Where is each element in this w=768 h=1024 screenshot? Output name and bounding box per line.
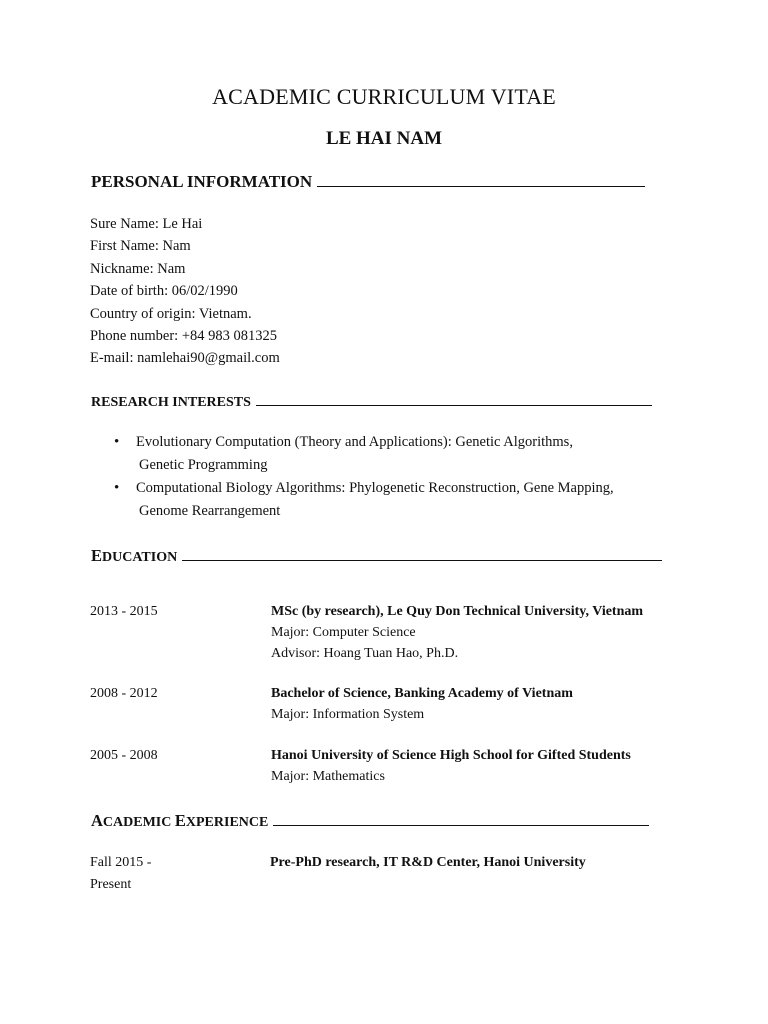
- nickname-line: Nickname: Nam: [90, 260, 186, 277]
- entry-detail: Major: Mathematics: [271, 769, 385, 784]
- entry-detail: Major: Information System: [271, 707, 425, 722]
- country-line: Country of origin: Vietnam.: [90, 305, 252, 322]
- list-item-line: Genetic Programming: [139, 457, 268, 473]
- entry-date: 2013 - 2015: [90, 604, 158, 619]
- entry-date-line: Present: [90, 877, 132, 892]
- heading-underline-rule: [273, 810, 649, 826]
- heading-rest: DUCATION: [102, 550, 178, 565]
- heading-underline-rule: [317, 170, 645, 187]
- section-heading-academic-experience: [91, 810, 649, 831]
- personal-info-list: [90, 213, 280, 370]
- person-name: LE HAI NAM: [325, 128, 443, 149]
- date-of-birth-line: Date of birth: 06/02/1990: [90, 283, 238, 300]
- section-heading-research-label: RESEARCH INTERESTS: [91, 395, 251, 410]
- list-item-line: Computational Biology Algorithms: Phylogenetic Reconstruction, Gene Mapping,: [136, 480, 614, 496]
- list-item-line: Genome Rearrangement: [139, 503, 281, 519]
- first-name-line: First Name: Nam: [90, 238, 191, 255]
- heading-initial: A: [91, 811, 103, 830]
- entry-body: [271, 745, 711, 787]
- entry-date: 2005 - 2008: [90, 748, 158, 763]
- list-item: [114, 431, 714, 477]
- research-interests-list: [114, 431, 714, 523]
- section-heading-education: [91, 545, 662, 566]
- entry-degree: MSc (by research), Le Quy Don Technical University, Vietnam: [271, 604, 644, 619]
- document-title: ACADEMIC CURRICULUM VITAE: [212, 84, 556, 109]
- heading-initial: E: [174, 811, 186, 830]
- entry-degree: Hanoi University of Science High School for Gifted Students: [271, 748, 631, 763]
- heading-underline-rule: [256, 391, 652, 406]
- entry-position: Pre-PhD research, IT R&D Center, Hanoi University: [270, 855, 586, 870]
- bullet-icon: •: [114, 480, 120, 496]
- phone-line: Phone number: +84 983 081325: [90, 328, 277, 345]
- list-item: [114, 477, 714, 523]
- entry-body: [271, 683, 711, 725]
- entry-detail: Major: Computer Science: [271, 625, 416, 640]
- heading-underline-rule: [182, 545, 662, 561]
- entry-detail: Advisor: Hoang Tuan Hao, Ph.D.: [271, 646, 459, 661]
- entry-date-line: Fall 2015 -: [90, 855, 152, 870]
- entry-body: [270, 852, 710, 873]
- list-item-line: Evolutionary Computation (Theory and Applications): Genetic Algorithms,: [136, 434, 573, 450]
- section-heading-personal: [91, 170, 645, 192]
- heading-rest: XPERIENCE: [185, 815, 269, 830]
- section-heading-personal-label: PERSONAL INFORMATION: [91, 172, 313, 191]
- bullet-icon: •: [114, 434, 120, 450]
- entry-degree: Bachelor of Science, Banking Academy of Vietnam: [271, 686, 573, 701]
- entry-date: [90, 852, 240, 896]
- heading-initial: E: [91, 546, 103, 565]
- heading-rest: CADEMIC: [102, 815, 175, 830]
- surname-line: Sure Name: Le Hai: [90, 216, 203, 232]
- entry-date: 2008 - 2012: [90, 686, 158, 701]
- entry-body: [271, 601, 711, 664]
- section-heading-research: [91, 391, 652, 411]
- email-line: E-mail: namlehai90@gmail.com: [90, 350, 280, 367]
